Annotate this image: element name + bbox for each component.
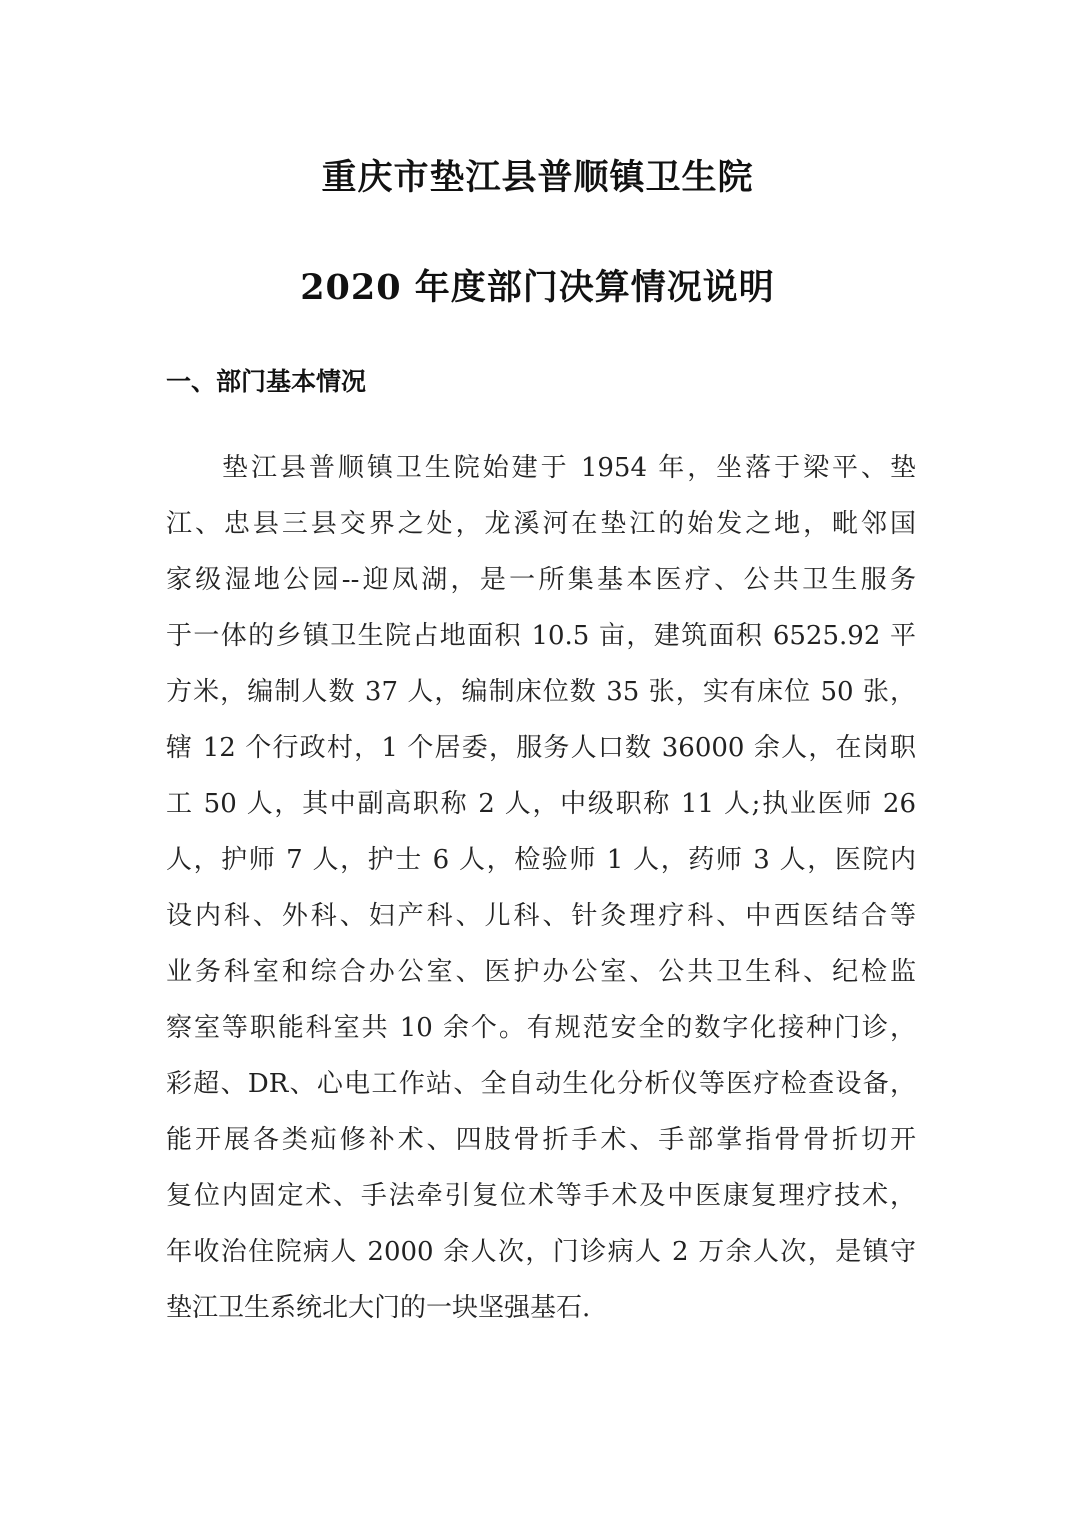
paragraph-line: 江、忠县三县交界之处，龙溪河在垫江的始发之地，毗邻国: [166, 509, 916, 539]
paragraph-line: 设内科、外科、妇产科、儿科、针灸理疗科、中西医结合等: [166, 901, 916, 931]
paragraph-line: 业务科室和综合办公室、医护办公室、公共卫生科、纪检监: [166, 957, 916, 987]
paragraph-line: 人，护师 7 人，护士 6 人，检验师 1 人，药师 3 人，医院内: [166, 845, 916, 875]
body-paragraph: [166, 440, 916, 1336]
paragraph-line: 工 50 人，其中副高职称 2 人，中级职称 11 人;执业医师 26: [166, 789, 916, 819]
document-title-line-2: 2020 年度部门决算情况说明: [300, 267, 775, 308]
section-heading: 一、部门基本情况: [166, 367, 367, 396]
paragraph-line: 方米，编制人数 37 人，编制床位数 35 张，实有床位 50 张，: [166, 677, 916, 707]
paragraph-line: 能开展各类疝修补术、四肢骨折手术、手部掌指骨骨折切开: [166, 1125, 916, 1155]
paragraph-line: 年收治住院病人 2000 余人次，门诊病人 2 万余人次，是镇守: [166, 1237, 916, 1267]
document-title-line-1: 重庆市垫江县普顺镇卫生院: [321, 157, 754, 198]
paragraph-line: 垫江卫生系统北大门的一块坚强基石.: [166, 1293, 591, 1323]
paragraph-line: 于一体的乡镇卫生院占地面积 10.5 亩，建筑面积 6525.92 平: [166, 621, 916, 651]
paragraph-line: 复位内固定术、手法牵引复位术等手术及中医康复理疗技术，: [166, 1181, 916, 1211]
paragraph-line: 家级湿地公园--迎凤湖，是一所集基本医疗、公共卫生服务: [166, 565, 916, 595]
paragraph-line: 辖 12 个行政村，1 个居委，服务人口数 36000 余人，在岗职: [166, 733, 916, 763]
paragraph-line: 察室等职能科室共 10 余个。有规范安全的数字化接种门诊，: [166, 1013, 916, 1043]
paragraph-line: 垫江县普顺镇卫生院始建于 1954 年，坐落于梁平、垫: [222, 453, 916, 483]
paragraph-line: 彩超、DR、心电工作站、全自动生化分析仪等医疗检查设备，: [166, 1069, 916, 1099]
